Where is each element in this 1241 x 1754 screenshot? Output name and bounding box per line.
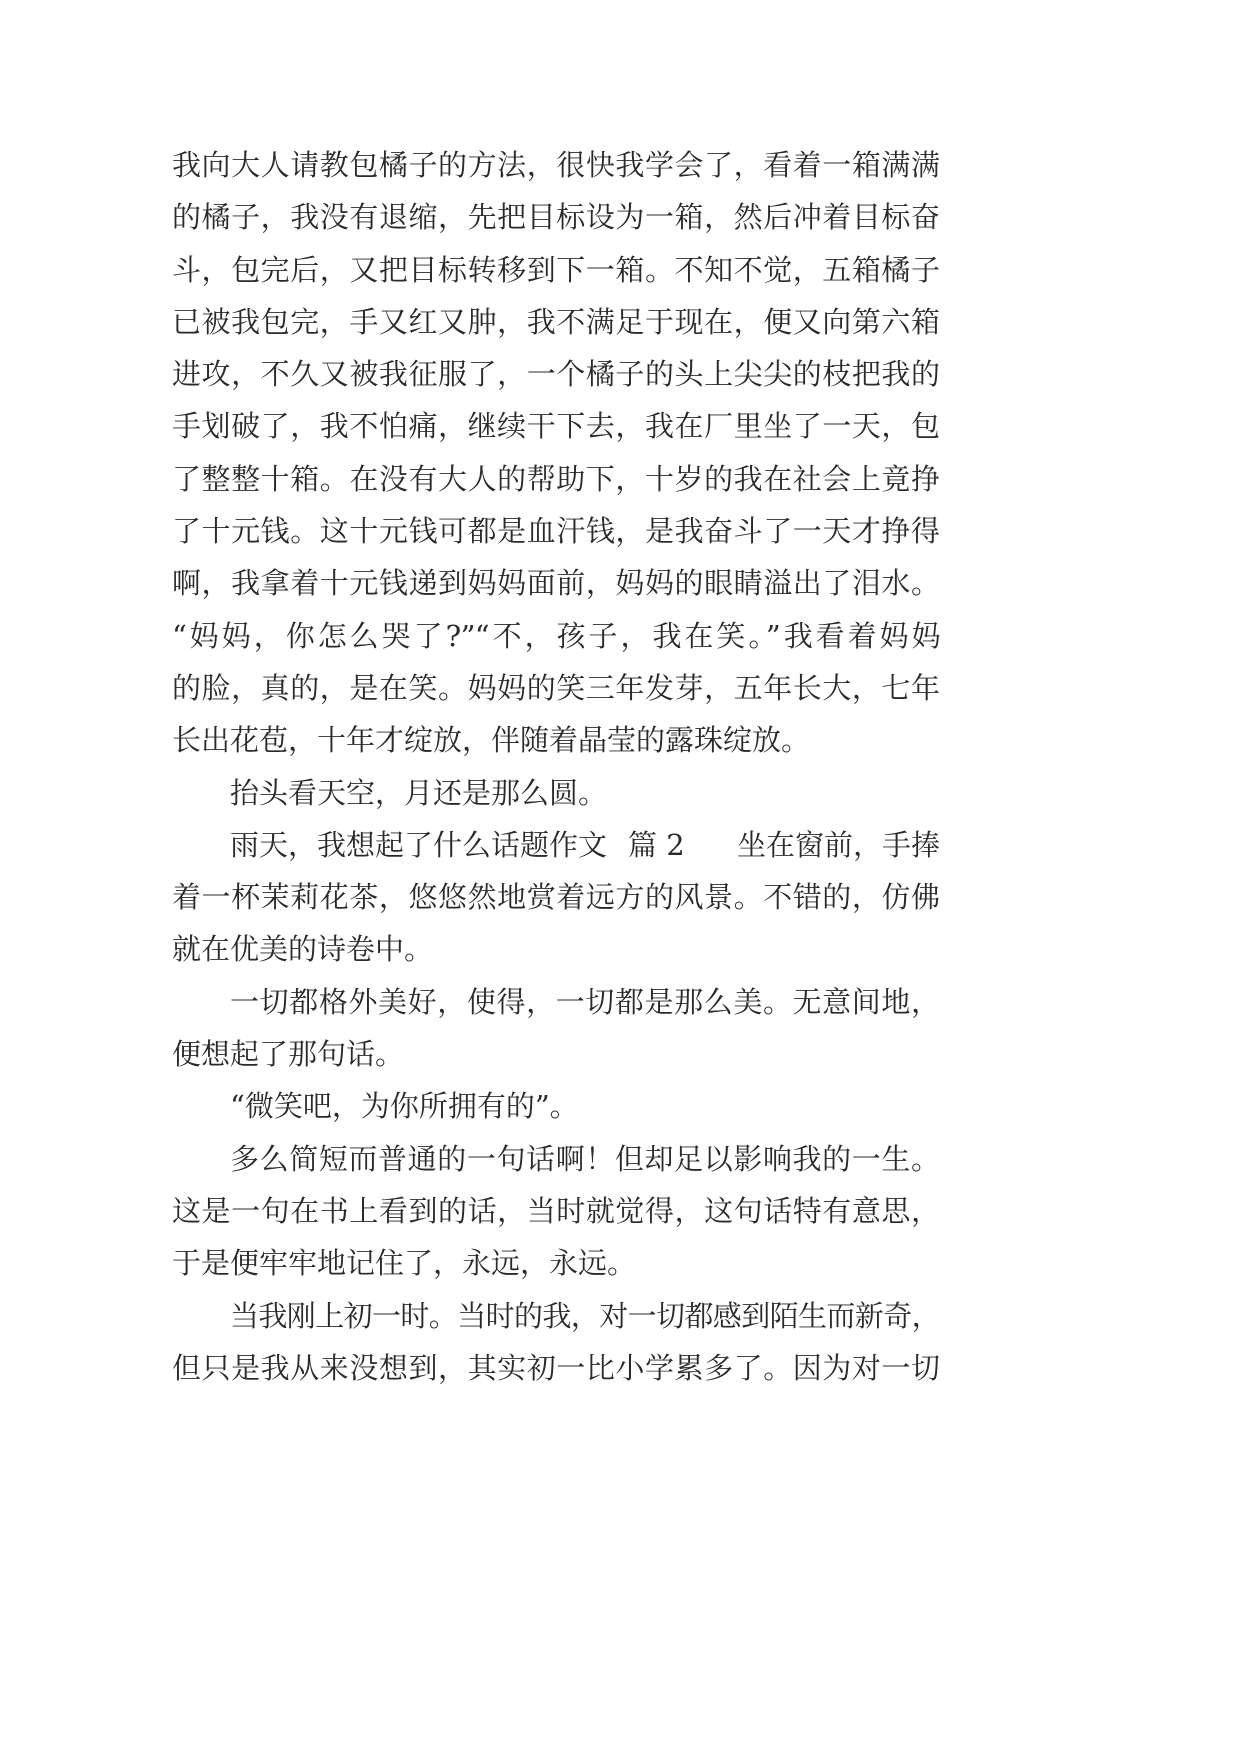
paragraph bbox=[172, 1133, 940, 1290]
page-body bbox=[172, 139, 940, 1394]
text-line: 手划破了，我不怕痛，继续干下去，我在厂里坐了一天，包 bbox=[172, 409, 940, 444]
paragraph bbox=[172, 767, 940, 819]
text-line: 就在优美的诗卷中。 bbox=[172, 932, 434, 967]
text-line: 便想起了那句话。 bbox=[172, 1037, 405, 1072]
text-line: 但只是我从来没想到，其实初一比小学累多了。因为对一切 bbox=[172, 1350, 940, 1385]
paragraph bbox=[172, 139, 940, 767]
essay-title: 雨天，我想起了什么话题作文 bbox=[230, 827, 608, 862]
text-line: 进攻，不久又被我征服了，一个橘子的头上尖尖的枝把我的 bbox=[172, 357, 940, 392]
heading-line bbox=[172, 819, 940, 871]
text-line: 着一杯茉莉花茶，悠悠然地赏着远方的风景。不错的，仿佛 bbox=[172, 880, 940, 915]
paragraph bbox=[172, 976, 940, 1081]
paragraph bbox=[172, 1080, 940, 1132]
text-line: 抬头看天空，月还是那么圆。 bbox=[230, 775, 608, 810]
paragraph bbox=[172, 819, 940, 976]
text-line: 于是便牢牢地记住了，永远，永远。 bbox=[172, 1246, 637, 1281]
text-line: “妈妈，你怎么哭了?”“不，孩子，我在笑。”我看着妈妈 bbox=[172, 618, 940, 653]
essay-number: 篇 2 bbox=[628, 827, 685, 862]
text-line: 了十元钱。这十元钱可都是血汗钱，是我奋斗了一天才挣得 bbox=[172, 514, 940, 549]
text-line: 已被我包完，手又红又肿，我不满足于现在，便又向第六箱 bbox=[172, 304, 940, 339]
text-line: 的橘子，我没有退缩，先把目标设为一箱，然后冲着目标奋 bbox=[172, 200, 940, 235]
paragraph-start: 坐在窗前，手捧 bbox=[736, 827, 940, 862]
text-line: 我向大人请教包橘子的方法，很快我学会了，看着一箱满满 bbox=[172, 148, 940, 182]
text-line: 这是一句在书上看到的话，当时就觉得，这句话特有意思， bbox=[172, 1193, 940, 1228]
paragraph bbox=[172, 1290, 940, 1395]
text-line: 长出花苞，十年才绽放，伴随着晶莹的露珠绽放。 bbox=[172, 723, 811, 758]
text-line: 的脸，真的，是在笑。妈妈的笑三年发芽，五年长大，七年 bbox=[172, 670, 940, 705]
text-line: 了整整十箱。在没有大人的帮助下，十岁的我在社会上竟挣 bbox=[172, 461, 940, 496]
text-line: 多么简短而普通的一句话啊！但却足以影响我的一生。 bbox=[230, 1141, 940, 1176]
text-line: 一切都格外美好，使得，一切都是那么美。无意间地， bbox=[230, 984, 940, 1019]
text-line: 斗，包完后，又把目标转移到下一箱。不知不觉，五箱橘子 bbox=[172, 252, 940, 287]
text-line: “微笑吧，为你所拥有的”。 bbox=[230, 1089, 579, 1124]
text-line: 当我刚上初一时。当时的我，对一切都感到陌生而新奇， bbox=[230, 1298, 941, 1333]
text-line: 啊，我拿着十元钱递到妈妈面前，妈妈的眼睛溢出了泪水。 bbox=[172, 566, 940, 601]
